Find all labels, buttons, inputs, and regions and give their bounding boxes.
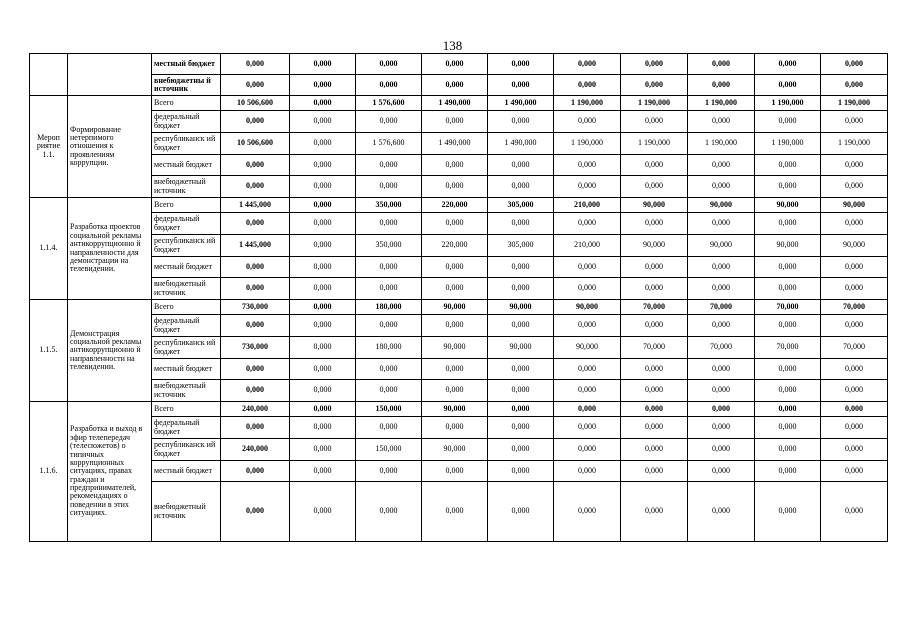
year-value: 0,000 [621, 54, 688, 75]
year-value: 0,000 [422, 257, 488, 278]
table-row [30, 96, 888, 111]
year-value: 0,000 [422, 315, 488, 337]
table-row [30, 155, 888, 176]
year-value: 0,000 [755, 176, 821, 198]
year-value: 1 190,000 [621, 133, 688, 155]
funding-source: внебюджетный источник [152, 380, 221, 402]
year-value: 1 190,000 [755, 133, 821, 155]
total-value: 730,000 [221, 337, 290, 359]
total-value: 1 445,000 [221, 198, 290, 213]
year-value: 0,000 [688, 75, 755, 96]
year-value: 0,000 [621, 380, 688, 402]
table-row [30, 300, 888, 315]
year-value: 0,000 [290, 300, 356, 315]
year-value: 90,000 [688, 198, 755, 213]
total-value: 10 506,600 [221, 133, 290, 155]
year-value: 0,000 [821, 439, 888, 461]
table-row [30, 380, 888, 402]
year-value: 0,000 [755, 417, 821, 439]
year-value: 0,000 [554, 257, 621, 278]
year-value: 1 190,000 [688, 96, 755, 111]
funding-source: федеральный бюджет [152, 213, 221, 235]
measure-name: Разработка проектов социальной рекламы антикоррупционно й направленности для демонстрации на телевидении. [68, 198, 152, 300]
year-value: 0,000 [821, 278, 888, 300]
total-value: 0,000 [221, 155, 290, 176]
year-value: 1 190,000 [554, 96, 621, 111]
year-value: 0,000 [821, 402, 888, 417]
year-value: 0,000 [488, 461, 554, 482]
year-value: 0,000 [821, 359, 888, 380]
year-value: 0,000 [821, 257, 888, 278]
year-value: 0,000 [290, 133, 356, 155]
year-value: 0,000 [821, 75, 888, 96]
funding-source: местный бюджет [152, 257, 221, 278]
year-value: 70,000 [755, 337, 821, 359]
year-value: 0,000 [554, 315, 621, 337]
year-value: 1 190,000 [621, 96, 688, 111]
year-value: 90,000 [621, 235, 688, 257]
year-value: 0,000 [290, 176, 356, 198]
year-value: 0,000 [621, 213, 688, 235]
year-value: 210,000 [554, 235, 621, 257]
year-value: 70,000 [688, 300, 755, 315]
table-row [30, 198, 888, 213]
year-value: 0,000 [821, 155, 888, 176]
year-value: 0,000 [488, 176, 554, 198]
year-value: 0,000 [488, 359, 554, 380]
year-value: 0,000 [356, 155, 422, 176]
table-row [30, 417, 888, 439]
year-value: 0,000 [688, 417, 755, 439]
year-value: 0,000 [821, 111, 888, 133]
year-value: 0,000 [356, 359, 422, 380]
year-value: 0,000 [290, 155, 356, 176]
total-value: 0,000 [221, 315, 290, 337]
measure-code [30, 54, 68, 96]
year-value: 0,000 [755, 111, 821, 133]
year-value: 70,000 [755, 300, 821, 315]
year-value: 0,000 [688, 461, 755, 482]
year-value: 0,000 [356, 257, 422, 278]
total-value: 0,000 [221, 257, 290, 278]
year-value: 0,000 [290, 380, 356, 402]
funding-source: Всего [152, 198, 221, 213]
year-value: 70,000 [688, 337, 755, 359]
year-value: 90,000 [488, 337, 554, 359]
year-value: 150,000 [356, 439, 422, 461]
total-value: 0,000 [221, 461, 290, 482]
year-value: 0,000 [554, 54, 621, 75]
table-row [30, 337, 888, 359]
year-value: 0,000 [688, 439, 755, 461]
year-value: 1 190,000 [688, 133, 755, 155]
year-value: 0,000 [821, 380, 888, 402]
year-value: 0,000 [821, 482, 888, 542]
year-value: 0,000 [290, 54, 356, 75]
year-value: 0,000 [621, 461, 688, 482]
year-value: 0,000 [688, 54, 755, 75]
funding-source: республиканск ий бюджет [152, 133, 221, 155]
year-value: 0,000 [621, 359, 688, 380]
year-value: 0,000 [688, 278, 755, 300]
total-value: 0,000 [221, 482, 290, 542]
year-value: 0,000 [422, 54, 488, 75]
funding-source: республиканск ий бюджет [152, 235, 221, 257]
funding-source: местный бюджет [152, 155, 221, 176]
year-value: 0,000 [621, 402, 688, 417]
year-value: 1 490,000 [422, 133, 488, 155]
year-value: 0,000 [290, 315, 356, 337]
year-value: 1 490,000 [488, 96, 554, 111]
year-value: 0,000 [688, 213, 755, 235]
total-value: 0,000 [221, 359, 290, 380]
year-value: 0,000 [621, 176, 688, 198]
year-value: 0,000 [290, 235, 356, 257]
year-value: 0,000 [554, 461, 621, 482]
year-value: 0,000 [422, 75, 488, 96]
year-value: 0,000 [755, 439, 821, 461]
measure-name: Демонстрация социальной рекламы антикоррупционно й направленности на телевидении. [68, 300, 152, 402]
year-value: 0,000 [290, 75, 356, 96]
year-value: 0,000 [422, 176, 488, 198]
year-value: 90,000 [688, 235, 755, 257]
table-row [30, 176, 888, 198]
funding-source: внебюджетны й источник [152, 75, 221, 96]
total-value: 730,000 [221, 300, 290, 315]
year-value: 0,000 [356, 482, 422, 542]
year-value: 0,000 [554, 278, 621, 300]
year-value: 90,000 [422, 439, 488, 461]
year-value: 0,000 [554, 380, 621, 402]
year-value: 0,000 [488, 439, 554, 461]
funding-source: Всего [152, 96, 221, 111]
year-value: 220,000 [422, 235, 488, 257]
year-value: 0,000 [422, 380, 488, 402]
year-value: 1 576,600 [356, 96, 422, 111]
funding-source: республиканск ий бюджет [152, 439, 221, 461]
total-value: 0,000 [221, 417, 290, 439]
year-value: 0,000 [488, 278, 554, 300]
year-value: 0,000 [755, 461, 821, 482]
year-value: 0,000 [621, 482, 688, 542]
year-value: 0,000 [290, 359, 356, 380]
year-value: 90,000 [821, 235, 888, 257]
total-value: 1 445,000 [221, 235, 290, 257]
total-value: 0,000 [221, 278, 290, 300]
table-row [30, 278, 888, 300]
year-value: 90,000 [821, 198, 888, 213]
year-value: 1 190,000 [554, 133, 621, 155]
year-value: 0,000 [422, 482, 488, 542]
year-value: 0,000 [422, 461, 488, 482]
total-value: 240,000 [221, 402, 290, 417]
year-value: 0,000 [554, 213, 621, 235]
year-value: 0,000 [621, 278, 688, 300]
year-value: 0,000 [554, 176, 621, 198]
year-value: 305,000 [488, 198, 554, 213]
total-value: 0,000 [221, 111, 290, 133]
year-value: 0,000 [554, 439, 621, 461]
measure-code: 1.1.6. [30, 402, 68, 542]
measure-name [68, 54, 152, 96]
funding-source: федеральный бюджет [152, 111, 221, 133]
year-value: 0,000 [488, 213, 554, 235]
year-value: 0,000 [488, 482, 554, 542]
year-value: 0,000 [488, 75, 554, 96]
year-value: 70,000 [821, 337, 888, 359]
year-value: 0,000 [422, 278, 488, 300]
total-value: 0,000 [221, 213, 290, 235]
year-value: 70,000 [821, 300, 888, 315]
year-value: 90,000 [621, 198, 688, 213]
year-value: 0,000 [755, 75, 821, 96]
table-row [30, 235, 888, 257]
year-value: 0,000 [755, 155, 821, 176]
year-value: 0,000 [554, 359, 621, 380]
funding-source: местный бюджет [152, 359, 221, 380]
measure-name: Формирование нетерпимого отношения к проявлениям коррупции. [68, 96, 152, 198]
funding-source: внебюджетный источник [152, 176, 221, 198]
year-value: 0,000 [755, 482, 821, 542]
table-row [30, 482, 888, 542]
year-value: 90,000 [755, 235, 821, 257]
year-value: 0,000 [821, 461, 888, 482]
year-value: 0,000 [688, 402, 755, 417]
year-value: 1 190,000 [755, 96, 821, 111]
year-value: 0,000 [290, 417, 356, 439]
year-value: 0,000 [290, 278, 356, 300]
year-value: 70,000 [621, 337, 688, 359]
year-value: 0,000 [688, 482, 755, 542]
year-value: 0,000 [356, 213, 422, 235]
year-value: 90,000 [488, 300, 554, 315]
year-value: 0,000 [554, 75, 621, 96]
table-row [30, 133, 888, 155]
total-value: 0,000 [221, 54, 290, 75]
funding-source: внебюджетный источник [152, 278, 221, 300]
year-value: 0,000 [488, 111, 554, 133]
year-value: 0,000 [688, 176, 755, 198]
year-value: 0,000 [290, 402, 356, 417]
year-value: 220,000 [422, 198, 488, 213]
funding-source: Всего [152, 402, 221, 417]
table-row [30, 402, 888, 417]
year-value: 0,000 [290, 96, 356, 111]
year-value: 1 576,600 [356, 133, 422, 155]
total-value: 0,000 [221, 380, 290, 402]
year-value: 0,000 [488, 315, 554, 337]
year-value: 0,000 [621, 315, 688, 337]
year-value: 0,000 [755, 257, 821, 278]
year-value: 150,000 [356, 402, 422, 417]
year-value: 90,000 [422, 337, 488, 359]
year-value: 0,000 [821, 176, 888, 198]
year-value: 90,000 [422, 300, 488, 315]
funding-source: местный бюджет [152, 54, 221, 75]
table-row [30, 213, 888, 235]
year-value: 0,000 [422, 213, 488, 235]
measure-name: Разработка и выход в эфир телепередач (телесюжетов) о типичных коррупционных ситуациях, правах граждан и предпринимателей, рекомендациях о поведении в этих ситуациях. [68, 402, 152, 542]
year-value: 0,000 [290, 337, 356, 359]
year-value: 0,000 [290, 461, 356, 482]
funding-source: федеральный бюджет [152, 315, 221, 337]
year-value: 0,000 [554, 111, 621, 133]
year-value: 0,000 [488, 417, 554, 439]
year-value: 90,000 [755, 198, 821, 213]
year-value: 350,000 [356, 235, 422, 257]
year-value: 180,000 [356, 300, 422, 315]
year-value: 0,000 [356, 111, 422, 133]
year-value: 0,000 [755, 213, 821, 235]
measure-code: 1.1.5. [30, 300, 68, 402]
year-value: 1 190,000 [821, 133, 888, 155]
year-value: 0,000 [821, 213, 888, 235]
year-value: 0,000 [688, 380, 755, 402]
page-number: 138 [442, 38, 463, 53]
measure-code: Мероп риятие 1.1. [30, 96, 68, 198]
funding-source: внебюджетный источник [152, 482, 221, 542]
year-value: 0,000 [554, 155, 621, 176]
year-value: 90,000 [422, 402, 488, 417]
year-value: 210,000 [554, 198, 621, 213]
year-value: 0,000 [821, 315, 888, 337]
table-row [30, 315, 888, 337]
year-value: 70,000 [621, 300, 688, 315]
total-value: 0,000 [221, 176, 290, 198]
year-value: 0,000 [356, 417, 422, 439]
year-value: 1 490,000 [488, 133, 554, 155]
year-value: 0,000 [755, 402, 821, 417]
year-value: 0,000 [821, 417, 888, 439]
year-value: 305,000 [488, 235, 554, 257]
year-value: 0,000 [290, 198, 356, 213]
table-row [30, 54, 888, 75]
funding-source: федеральный бюджет [152, 417, 221, 439]
year-value: 0,000 [621, 111, 688, 133]
year-value: 0,000 [554, 402, 621, 417]
year-value: 0,000 [488, 380, 554, 402]
year-value: 0,000 [488, 155, 554, 176]
budget-table [29, 53, 888, 542]
year-value: 0,000 [621, 439, 688, 461]
year-value: 0,000 [290, 257, 356, 278]
funding-source: местный бюджет [152, 461, 221, 482]
budget-table-body [30, 54, 888, 542]
table-row [30, 359, 888, 380]
year-value: 0,000 [290, 439, 356, 461]
year-value: 0,000 [488, 54, 554, 75]
year-value: 0,000 [356, 54, 422, 75]
year-value: 0,000 [422, 111, 488, 133]
year-value: 0,000 [422, 155, 488, 176]
year-value: 350,000 [356, 198, 422, 213]
year-value: 0,000 [688, 155, 755, 176]
year-value: 0,000 [688, 359, 755, 380]
year-value: 0,000 [290, 213, 356, 235]
year-value: 0,000 [290, 111, 356, 133]
measure-code: 1.1.4. [30, 198, 68, 300]
year-value: 1 190,000 [821, 96, 888, 111]
year-value: 0,000 [356, 278, 422, 300]
total-value: 10 506,600 [221, 96, 290, 111]
year-value: 90,000 [554, 337, 621, 359]
table-row [30, 439, 888, 461]
table-row [30, 111, 888, 133]
year-value: 0,000 [688, 257, 755, 278]
table-row [30, 461, 888, 482]
year-value: 0,000 [688, 111, 755, 133]
year-value: 0,000 [554, 417, 621, 439]
year-value: 0,000 [755, 359, 821, 380]
year-value: 0,000 [755, 278, 821, 300]
year-value: 0,000 [755, 380, 821, 402]
table-row [30, 75, 888, 96]
total-value: 240,000 [221, 439, 290, 461]
total-value: 0,000 [221, 75, 290, 96]
year-value: 0,000 [621, 155, 688, 176]
year-value: 0,000 [422, 417, 488, 439]
year-value: 0,000 [554, 482, 621, 542]
year-value: 0,000 [356, 315, 422, 337]
year-value: 0,000 [755, 54, 821, 75]
year-value: 0,000 [488, 402, 554, 417]
funding-source: Всего [152, 300, 221, 315]
year-value: 0,000 [688, 315, 755, 337]
year-value: 0,000 [422, 359, 488, 380]
year-value: 0,000 [356, 176, 422, 198]
table-row [30, 257, 888, 278]
year-value: 0,000 [621, 417, 688, 439]
year-value: 0,000 [356, 380, 422, 402]
year-value: 0,000 [488, 257, 554, 278]
year-value: 180,000 [356, 337, 422, 359]
year-value: 1 490,000 [422, 96, 488, 111]
year-value: 0,000 [621, 75, 688, 96]
year-value: 0,000 [755, 315, 821, 337]
year-value: 0,000 [821, 54, 888, 75]
year-value: 0,000 [356, 461, 422, 482]
year-value: 0,000 [290, 482, 356, 542]
funding-source: республиканск ий бюджет [152, 337, 221, 359]
year-value: 0,000 [356, 75, 422, 96]
year-value: 90,000 [554, 300, 621, 315]
year-value: 0,000 [621, 257, 688, 278]
